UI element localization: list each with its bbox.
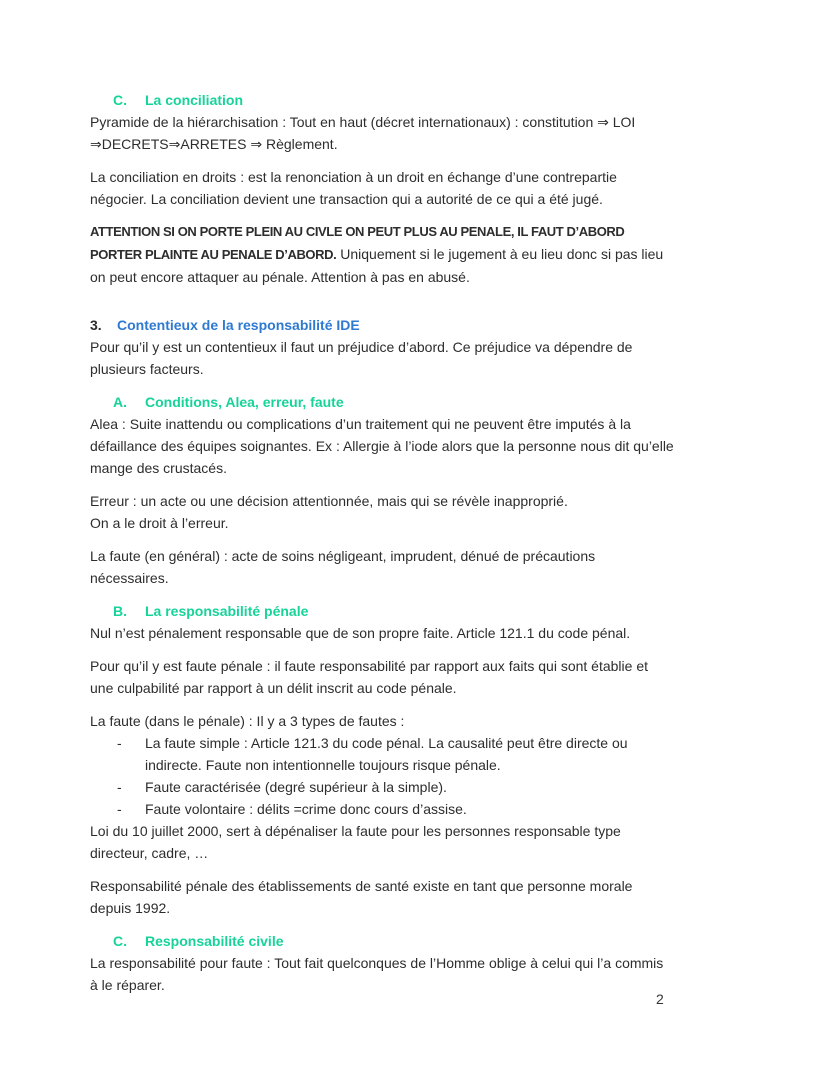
paragraph-conciliation-droits: [90, 166, 740, 210]
text-line: mange des crustacés.: [90, 460, 227, 476]
list-marker: -: [117, 779, 122, 795]
text-line: une culpabilité par rapport à un délit inscrit au code pénale.: [90, 680, 457, 696]
heading-marker: B.: [113, 603, 127, 619]
text-line: Loi du 10 juillet 2000, sert à dépénaliser la faute pour les personnes responsable type: [90, 823, 621, 839]
text-line: directeur, cadre, …: [90, 845, 209, 861]
text-line: depuis 1992.: [90, 900, 171, 916]
paragraph-erreur: [90, 490, 740, 534]
text-line: à le réparer.: [90, 977, 165, 993]
paragraph-responsabilite-faute: [90, 952, 740, 996]
text-line: plusieurs facteurs.: [90, 361, 204, 377]
text-line: La faute simple : Article 121.3 du code pénal. La causalité peut être directe ou: [145, 735, 628, 751]
text-line: La faute (en général) : acte de soins négligeant, imprudent, dénué de précautions: [90, 548, 596, 564]
text-line: négocier. La conciliation devient une transaction qui a autorité de ce qui a été jugé.: [90, 191, 603, 207]
text-segment: Uniquement si le jugement à eu lieu donc si pas lieu: [340, 246, 664, 262]
text-line: Faute volontaire : délits =crime donc cours d’assise.: [145, 801, 467, 817]
heading-marker: 3.: [90, 317, 102, 333]
heading-conditions-alea-erreur-faute: [90, 391, 740, 413]
heading-label: Responsabilité civile: [145, 933, 284, 949]
heading-marker: C.: [113, 92, 127, 108]
paragraph-types-de-fautes: [90, 710, 740, 864]
heading-label: Conditions, Alea, erreur, faute: [145, 394, 344, 410]
text-line: indirecte. Faute non intentionnelle toujours risque pénale.: [145, 757, 501, 773]
bullet-text: [145, 732, 628, 776]
text-line: Responsabilité pénale des établissements de santé existe en tant que personne morale: [90, 878, 633, 894]
heading-marker: A.: [113, 394, 127, 410]
list-marker: -: [117, 801, 122, 817]
heading-marker: C.: [113, 933, 127, 949]
page-number: 2: [656, 991, 664, 1007]
document-content: [90, 89, 740, 1007]
text-line: Pour qu’il y est un contentieux il faut un préjudice d’abord. Ce préjudice va dépendre de: [90, 339, 633, 355]
bullet-text: [145, 798, 467, 820]
bullet-faute-caracterisee: [90, 776, 740, 798]
paragraph-personne-morale: [90, 875, 740, 919]
text-line: on peut encore attaquer au pénale. Attention à pas en abusé.: [90, 269, 470, 285]
text-line: ⇒DECRETS⇒ARRETES ⇒ Règlement.: [90, 136, 338, 152]
text-line: [90, 243, 740, 266]
heading-label: Contentieux de la responsabilité IDE: [117, 317, 360, 333]
paragraph-nul-penalement: [90, 622, 740, 644]
text-line: Alea : Suite inattendu ou complications d’un traitement qui ne peuvent être imputés à la: [90, 416, 631, 432]
text-line: On a le droit à l’erreur.: [90, 515, 229, 531]
heading-responsabilite-penale: [90, 600, 740, 622]
text-line-bold: ATTENTION SI ON PORTE PLEIN AU CIVLE ON PEUT PLUS AU PENALE, IL FAUT D’ABORD: [90, 224, 625, 239]
text-line: Pour qu’il y est faute pénale : il faute responsabilité par rapport aux faits qui sont établie et: [90, 658, 649, 674]
heading-conciliation: [90, 89, 740, 111]
paragraph-prejudice: [90, 336, 740, 380]
text-line: La faute (dans le pénale) : Il y a 3 types de fautes :: [90, 713, 405, 729]
text-line: Erreur : un acte ou une décision attentionnée, mais qui se révèle inapproprié.: [90, 493, 568, 509]
heading-label: La conciliation: [145, 92, 244, 108]
text-line: Pyramide de la hiérarchisation : Tout en haut (décret internationaux) : constitution ⇒ LOI: [90, 114, 636, 130]
paragraph-faute-penale: [90, 655, 740, 699]
text-line: La responsabilité pour faute : Tout fait quelconques de l’Homme oblige à celui qui l’a commis: [90, 955, 664, 971]
heading-responsabilite-civile: [90, 930, 740, 952]
text-line: Faute caractérisée (degré supérieur à la simple).: [145, 779, 447, 795]
text-bold-segment: PORTER PLAINTE AU PENALE D’ABORD.: [90, 247, 337, 262]
list-marker: -: [117, 735, 122, 751]
paragraph-alea: [90, 413, 740, 479]
bullet-text: [145, 776, 447, 798]
text-line: La conciliation en droits : est la renonciation à un droit en échange d’une contrepartie: [90, 169, 617, 185]
paragraph-faute-general: [90, 545, 740, 589]
bullet-faute-simple: [90, 732, 740, 776]
bullet-faute-volontaire: [90, 798, 740, 820]
heading-contentieux-ide: [90, 314, 740, 336]
text-line: Nul n’est pénalement responsable que de son propre faite. Article 121.1 du code pénal.: [90, 625, 631, 641]
text-line: nécessaires.: [90, 570, 169, 586]
paragraph-pyramide: [90, 111, 740, 155]
text-line: défaillance des équipes soignantes. Ex : Allergie à l’iode alors que la personne nous dit qu’elle: [90, 438, 674, 454]
paragraph-attention: [90, 221, 740, 288]
heading-label: La responsabilité pénale: [145, 603, 309, 619]
